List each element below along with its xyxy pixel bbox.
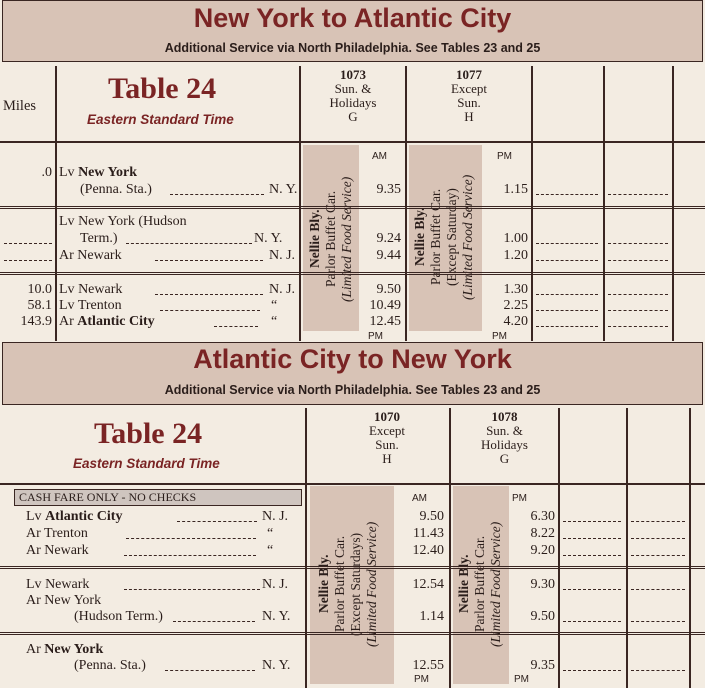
time-1078: 8.22 (530, 526, 555, 541)
am-marker: AM (372, 151, 387, 162)
leader (160, 310, 260, 311)
station-row: Lv Newark (26, 577, 90, 592)
time-1070: 9.50 (419, 509, 444, 524)
time-1073: 9.44 (376, 248, 401, 263)
station-row: Ar Atlantic City (59, 314, 155, 329)
state: “ (267, 526, 274, 541)
time-1078: 9.30 (530, 577, 555, 592)
time-1073: 10.49 (369, 298, 401, 313)
leader (608, 310, 668, 311)
miles-value: 58.1 (27, 298, 52, 313)
pm-marker: PM (414, 674, 429, 685)
rule (305, 408, 307, 688)
leader (155, 260, 263, 261)
time-1073: 9.35 (376, 182, 401, 197)
miles-header: Miles (3, 98, 37, 114)
section2-subtitle: Additional Service via North Philadelphia. See Tables 23 and 25 (164, 383, 541, 397)
time-1078: 9.20 (530, 543, 555, 558)
station-row: Ar New York (26, 593, 102, 608)
leader (631, 538, 685, 539)
time-1077: 1.30 (503, 282, 528, 297)
time-1077: 1.20 (503, 248, 528, 263)
pm-marker: PM (512, 493, 527, 504)
station-row: Lv New York (59, 165, 138, 180)
state: “ (271, 314, 278, 329)
leader (631, 521, 685, 522)
time-1073: 9.50 (376, 282, 401, 297)
pm-marker: PM (368, 331, 383, 342)
leader (124, 555, 256, 556)
train-1077-header: 1077 Except Sun. H (450, 67, 488, 124)
time-1077: 1.00 (503, 231, 528, 246)
state: N. J. (262, 509, 289, 524)
leader (170, 194, 264, 195)
leader (608, 194, 668, 195)
pm-marker: PM (497, 151, 512, 162)
station-row: Ar Trenton (26, 526, 88, 541)
leader (563, 521, 621, 522)
time-1078: 6.30 (530, 509, 555, 524)
leader (4, 260, 52, 261)
station-line2: (Hudson Term.) (74, 609, 163, 624)
state: N. Y. (254, 231, 283, 246)
rule (603, 66, 605, 341)
train-1073-note: Nellie Bly. Parlor Buffet Car. (Limited Food Service) (307, 176, 354, 302)
rule (0, 566, 705, 569)
miles-value: .0 (41, 165, 52, 180)
rule (0, 483, 705, 485)
leader (536, 294, 598, 295)
station-line2: (Penna. Sta.) (80, 182, 152, 197)
leader (4, 243, 52, 244)
section2-table-title: Table 24 (94, 417, 203, 450)
state: N. J. (269, 282, 296, 297)
leader (631, 589, 685, 590)
leader (608, 294, 668, 295)
leader (155, 294, 263, 295)
rule (672, 66, 674, 341)
time-1077: 4.20 (503, 314, 528, 329)
station-row: Lv New York (Hudson (59, 214, 187, 229)
train-1078-header: 1078 Sun. & Holidays G (481, 409, 528, 466)
train-1078-note: Nellie Bly. Parlor Buffet Car. (Limited Food Service) (456, 521, 503, 647)
leader (563, 555, 621, 556)
leader (536, 194, 598, 195)
train-1073-header: 1073 Sun. & Holidays G (329, 67, 377, 124)
time-1070: 12.55 (412, 658, 444, 673)
state: N. Y. (269, 182, 298, 197)
state: N. J. (262, 577, 289, 592)
leader (563, 589, 621, 590)
section2-time-note: Eastern Standard Time (73, 456, 220, 471)
leader (631, 555, 685, 556)
section1-banner (2, 0, 703, 62)
am-marker: AM (412, 493, 427, 504)
state: N. J. (269, 248, 296, 263)
leader (126, 538, 256, 539)
leader (536, 310, 598, 311)
train-1070-header: 1070 Except Sun. H (368, 409, 406, 466)
train-1070-note: Nellie Bly. Parlor Buffet Car. (Except Saturdays) (Limited Food Service) (316, 521, 379, 647)
leader (608, 326, 668, 327)
leader (536, 243, 598, 244)
state: N. Y. (262, 658, 291, 673)
station-row: Ar New York (26, 642, 104, 657)
leader (214, 326, 258, 327)
rule (626, 408, 628, 688)
leader (608, 260, 668, 261)
pm-marker: PM (492, 331, 507, 342)
leader (631, 670, 685, 671)
station-row: Lv Newark (59, 282, 123, 297)
station-row: Ar Newark (26, 543, 89, 558)
rule (0, 206, 705, 209)
state: “ (267, 543, 274, 558)
rule (55, 66, 57, 341)
time-1070: 11.43 (413, 526, 444, 541)
station-row: Lv Trenton (59, 298, 122, 313)
leader (124, 589, 260, 590)
leader (631, 621, 685, 622)
rule (689, 408, 691, 688)
time-1078: 9.35 (530, 658, 555, 673)
time-1073: 9.24 (376, 231, 401, 246)
time-1077: 1.15 (503, 182, 528, 197)
section1-title: New York to Atlantic City (193, 3, 512, 33)
miles-value: 10.0 (27, 282, 52, 297)
rule (558, 408, 560, 688)
rule (0, 632, 705, 635)
time-1078: 9.50 (530, 609, 555, 624)
section1-subtitle: Additional Service via North Philadelphia. See Tables 23 and 25 (164, 41, 541, 55)
leader (126, 243, 252, 244)
section2-banner (2, 342, 703, 405)
time-1070: 12.54 (412, 577, 444, 592)
pm-marker: PM (514, 674, 529, 685)
rule (0, 272, 705, 275)
leader (563, 538, 621, 539)
station-row: Lv Atlantic City (26, 509, 123, 524)
train-1077-note: Nellie Bly. Parlor Buffet Car. (Except Saturday) (Limited Food Service) (412, 174, 475, 300)
leader (608, 243, 668, 244)
miles-value: 143.9 (20, 314, 52, 329)
station-line2: (Penna. Sta.) (74, 658, 146, 673)
leader (536, 260, 598, 261)
section1-table-title: Table 24 (108, 72, 217, 105)
leader (563, 670, 621, 671)
time-1077: 2.25 (503, 298, 528, 313)
leader (563, 621, 621, 622)
leader (177, 521, 257, 522)
rule (531, 66, 533, 341)
station-line2: Term.) (80, 231, 118, 246)
time-1070: 1.14 (419, 609, 444, 624)
cash-fare-notice: CASH FARE ONLY - NO CHECKS (14, 489, 302, 506)
leader (165, 670, 255, 671)
state: “ (271, 298, 278, 313)
time-1073: 12.45 (369, 314, 401, 329)
leader (173, 621, 255, 622)
section1-time-note: Eastern Standard Time (87, 112, 234, 127)
time-1070: 12.40 (412, 543, 444, 558)
state: N. Y. (262, 609, 291, 624)
section2-title: Atlantic City to New York (193, 344, 512, 374)
leader (536, 326, 598, 327)
station-row: Ar Newark (59, 248, 122, 263)
rule (0, 141, 705, 143)
